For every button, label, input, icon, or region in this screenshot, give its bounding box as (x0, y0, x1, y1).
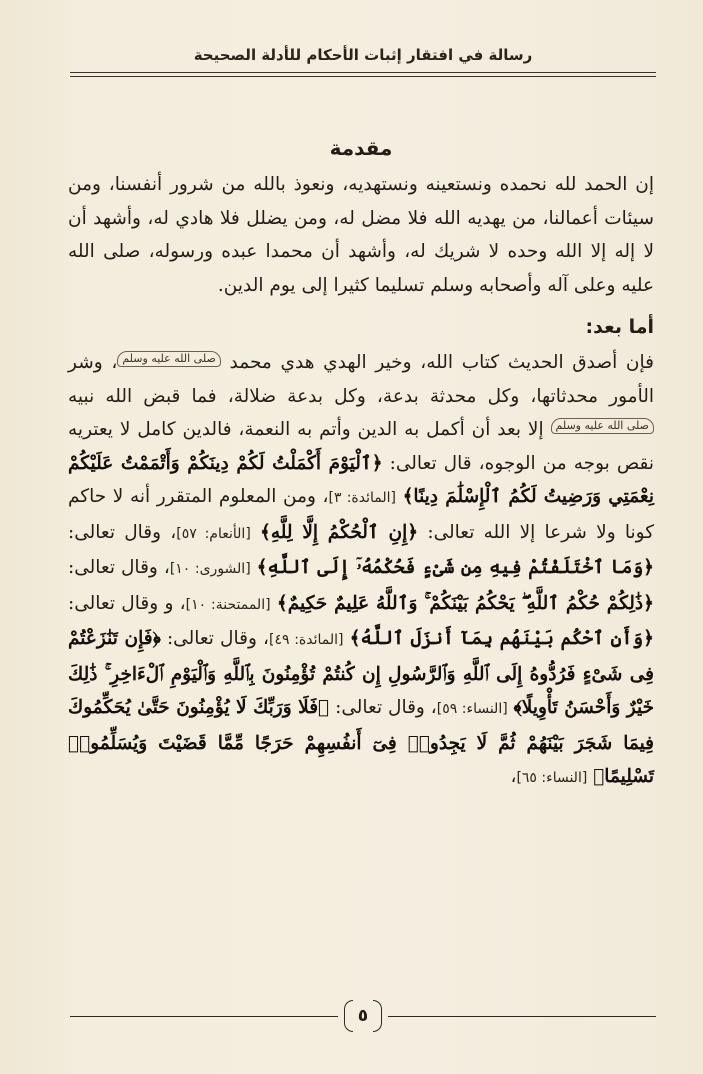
verse-reference: [النساء: ٥٩] (436, 701, 508, 717)
intro-paragraph: إن الحمد لله نحمده ونستعينه ونستهديه، ونعوذ بالله من شرور أنفسنا، ومن سيئات أعمالنا، من يهديه الله فلا مضل له، ومن يضلل فلا هادي له، وأشهد أن لا إله إلا الله وحده لا شريك له، وأشهد أن محمدا عبده ورسوله، صلى الله عليه وعلى آله وأصحابه وسلم تسليما كثيرا إلى يوم الدين. (68, 174, 654, 296)
text-segment: ، وقال تعالى: (335, 697, 437, 718)
text-segment: فإن أصدق الحديث كتاب الله، وخير الهدي هدي محمد (229, 352, 654, 373)
quran-verse: ﴿وَأَنِ ٱحْكُم بَيْنَهُم بِمَآ أَنزَلَ ٱللَّهُ﴾ (349, 628, 654, 649)
page-number: ٥ (344, 998, 382, 1034)
quran-verse: ﴿ذَٰلِكُمْ حُكْمُ ٱللَّهِ ۖ يَحْكُمُ بَيْنَكُمْ ۚ وَٱللَّهُ عَلِيمٌ حَكِيمٌ﴾ (276, 592, 654, 614)
footer-rule-right (388, 1016, 656, 1017)
footer-rule-left (70, 1016, 338, 1017)
subheading-amma-bad (68, 308, 654, 346)
verse-reference: [المائدة: ٤٩] (269, 632, 344, 648)
verse-reference: [النساء: ٦٥] (516, 770, 588, 786)
verse-reference: [الممتحنة: ١٠] (185, 596, 271, 613)
text-segment: ، وقال تعالى: (68, 557, 170, 578)
subheading-label: أما بعد: (585, 316, 654, 338)
text-segment: ، وقال تعالى: (166, 628, 269, 649)
main-paragraph (68, 346, 654, 796)
quran-verse: ﴿فَلَا وَرَبِّكَ لَا يُؤْمِنُونَ حَتَّىٰ يُحَكِّمُوكَ فِيمَا شَجَرَ بَيْنَهُمْ ثُمَّ لَا يَجِدُوا۟ فِىٓ أَنفُسِهِمْ حَرَجًا مِّمَّا قَضَيْتَ وَيُسَلِّمُوا۟ تَسْلِيمًا﴾ (68, 697, 654, 787)
verse-reference: [المائدة: ٣] (328, 490, 396, 506)
header-rule-thin (70, 76, 656, 77)
text-segment: ، (510, 766, 517, 787)
text-segment: إلا بعد أن أكمل به الدين وأتم به النعمة، فالدين كامل لا يعتريه نقص بوجه من الوجوه، قال تعالى: (68, 419, 654, 474)
page-content (68, 130, 654, 796)
verse-reference: [الأنعام: ٥٧] (176, 525, 251, 542)
text-segment: ، وقال تعالى: (68, 521, 177, 543)
header-rule (70, 72, 656, 73)
running-header: رسالة في افتقار إثبات الأحكام للأدلة الصحيحة (193, 46, 533, 64)
quran-verse: ﴿وَمَا ٱخْتَلَفْتُمْ فِيهِ مِن شَىْءٍ فَحُكْمُهُۥٓ إِلَى ٱللَّهِ﴾ (256, 557, 655, 578)
text-segment: ، ومن المعلوم المتقرر أنه لا حاكم كونا ولا شرعا إلا الله تعالى: (68, 486, 655, 543)
salutation-seal-icon: صلى الله عليه وسلم (551, 418, 655, 434)
quran-verse: ﴿ٱلْيَوْمَ أَكْمَلْتُ لَكُمْ دِينَكُمْ وَأَتْمَمْتُ عَلَيْكُمْ نِعْمَتِي وَرَضِيتُ لَكُمُ ٱلْإِسْلَٰمَ دِينًا﴾ (68, 452, 654, 507)
page-footer (70, 998, 656, 1038)
text-segment: ، و وقال تعالى: (68, 592, 186, 614)
text-segment: ، وشر الأمور محدثاتها، وكل محدثة بدعة، وكل بدعة ضلالة، فما قبض الله نبيه (68, 352, 654, 407)
verse-reference: [الشورى: ١٠] (169, 561, 251, 577)
quran-verse: ﴿إِنِ ٱلْحُكْمُ إِلَّا لِلَّهِ﴾ (260, 521, 419, 543)
salutation-seal-icon: صلى الله عليه وسلم (117, 351, 221, 367)
quran-verse: ﴿فَإِن تَنَٰزَعْتُمْ فِى شَىْءٍ فَرُدُّوهُ إِلَى ٱللَّهِ وَٱلرَّسُولِ إِن كُنتُمْ تُؤْمِنُونَ بِٱللَّهِ وَٱلْيَوْمِ ٱلْءَاخِرِ ۚ ذَٰلِكَ خَيْرٌ وَأَحْسَنُ تَأْوِيلًا﴾ (68, 628, 654, 718)
section-title: مقدمة (329, 136, 393, 160)
